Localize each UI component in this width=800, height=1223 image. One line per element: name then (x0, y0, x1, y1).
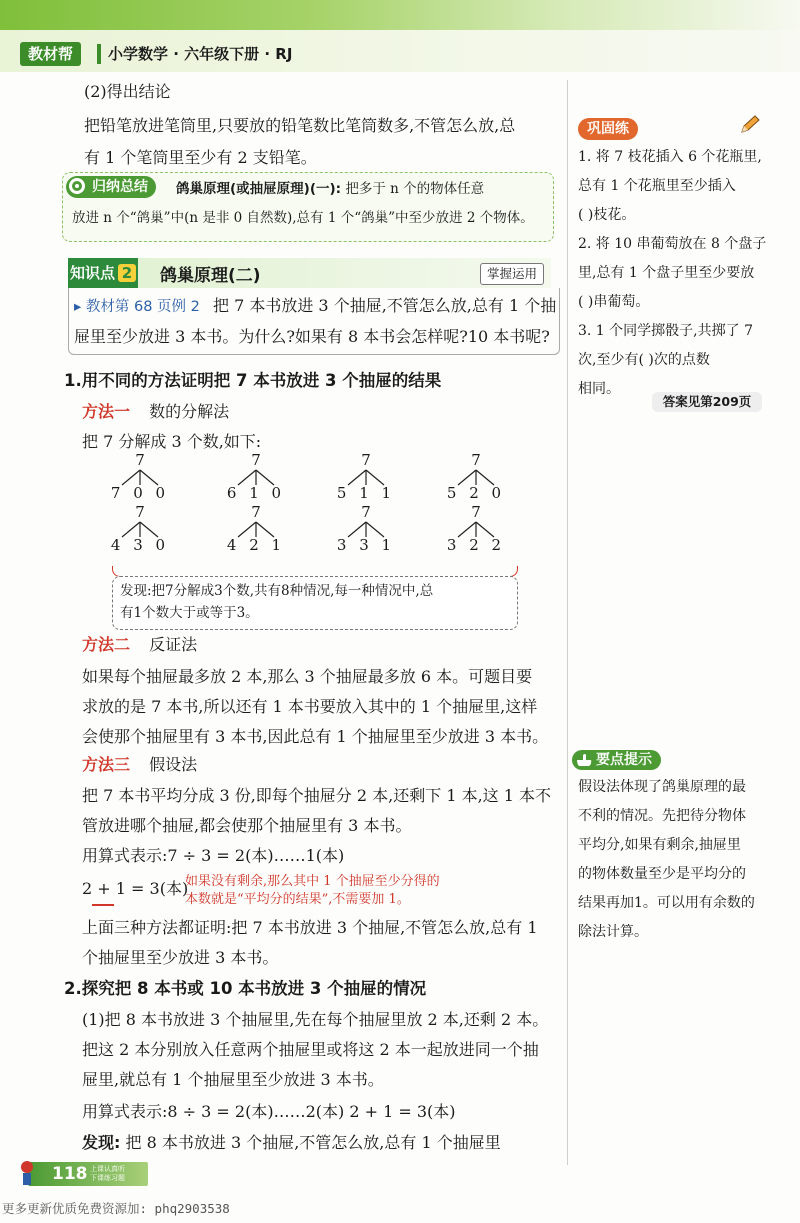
method3-calc2: 2 + 1 = 3(本) (82, 879, 189, 898)
page-number: 118 (52, 1164, 88, 1184)
tips-line: 的物体数量至少是平均分的 (578, 866, 746, 882)
method3-line2: 管放进哪个抽屉,都会使那个抽屉里有 3 本书。 (82, 816, 412, 835)
kp-title: 鸽巢原理(二) (160, 266, 261, 286)
conclusion-line1: 上面三种方法都证明:把 7 本书放进 3 个抽屉,不管怎么放,总有 1 (82, 918, 538, 937)
example-line2: 屉里至少放进 3 本书。为什么?如果有 8 本书会怎样呢?10 本书呢? (74, 327, 550, 346)
finding-line2: 有1个数大于或等于3。 (120, 605, 259, 621)
tree-root: 7 (251, 503, 261, 521)
handwritten-note-line2: 本数就是“平均分的结果”,不需要加 1。 (185, 892, 410, 907)
section2-calc: 用算式表示:8 ÷ 3 = 2(本)……2(本) 2 + 1 = 3(本) (82, 1102, 456, 1121)
tree-root: 7 (361, 451, 371, 469)
page-motto-line2: 下课练习题 (90, 1174, 125, 1182)
method2-line3: 会使那个抽屉里有 3 本书,因此总有 1 个抽屉里至少放进 3 本书。 (82, 727, 549, 746)
practice-line: 1. 将 7 枝花插入 6 个花瓶里, (578, 149, 762, 165)
method1-intro: 把 7 分解成 3 个数,如下: (82, 432, 262, 451)
page-number-badge (28, 1162, 148, 1186)
method1-name: 数的分解法 (149, 402, 230, 421)
kp-number: 2 (118, 264, 136, 282)
summary-text1: 把多于 n 个的物体任意 (345, 181, 485, 197)
tree-parts: 6 1 0 (226, 484, 286, 502)
tree-parts: 5 2 0 (446, 484, 506, 502)
section2-finding (82, 1126, 501, 1160)
red-underline (92, 904, 114, 906)
method2-name: 反证法 (149, 635, 198, 654)
tree-parts: 4 3 0 (110, 536, 170, 554)
p1-line2: 有 1 个笔筒里至少有 2 支铅笔。 (84, 148, 317, 167)
section2-line1: (1)把 8 本书放进 3 个抽屉里,先在每个抽屉里放 2 本,还剩 2 本。 (82, 1010, 549, 1029)
kp-label-text: 知识点 (69, 264, 115, 282)
method3-label: 方法三 (82, 755, 131, 774)
page-motto (90, 1165, 125, 1183)
summary-heading: 鸽巢原理(或抽屉原理)(一): (176, 181, 342, 197)
tips-line: 结果再加1。可以用有余数的 (578, 895, 755, 911)
section2-finding-text: 把 8 本书放进 3 个抽屉,不管怎么放,总有 1 个抽屉里 (125, 1133, 501, 1152)
method3-line1: 把 7 本书平均分成 3 份,即每个抽屉分 2 本,还剩下 1 本,这 1 本不 (82, 786, 552, 805)
source-watermark: 更多更新优质免费资源加: phq2903538 (2, 1201, 230, 1216)
practice-line: ( )枝花。 (578, 207, 636, 223)
method3-calc: 用算式表示:7 ÷ 3 = 2(本)……1(本) (82, 846, 345, 865)
tree-root: 7 (361, 503, 371, 521)
summary-tag-label: 归纳总结 (92, 179, 148, 195)
method1-line (82, 395, 229, 429)
tree-root: 7 (471, 451, 481, 469)
practice-line: ( )串葡萄。 (578, 294, 650, 310)
tips-line: 不利的情况。先把待分物体 (578, 808, 746, 824)
p1-line1: 把铅笔放进笔筒里,只要放的铅笔数比笔筒数多,不管怎么放,总 (84, 116, 516, 135)
knowledge-point-bar (68, 258, 551, 288)
tips-line: 平均分,如果有剩余,抽屉里 (578, 837, 741, 853)
tips-line: 除法计算。 (578, 924, 648, 940)
decomposition-tree (110, 503, 170, 567)
handwritten-note-line1: 如果没有剩余,那么其中 1 个抽屉至少分得的 (185, 874, 440, 889)
mastery-badge: 掌握运用 (480, 263, 544, 285)
method1-label: 方法一 (82, 402, 131, 421)
summary-line2: 放进 n 个“鸽巢”中(n 是非 0 自然数),总有 1 个“鸽巢”中至少放进 2 个物体。 (72, 210, 534, 226)
answer-reference: 答案见第209页 (652, 392, 762, 412)
tips-line: 假设法体现了鸽巢原理的最 (578, 779, 746, 795)
section1-title: 1.用不同的方法证明把 7 本书放进 3 个抽屉的结果 (64, 371, 442, 390)
tree-root: 7 (471, 503, 481, 521)
tree-parts: 3 3 1 (336, 536, 396, 554)
example-text1: 把 7 本书放进 3 个抽屉,不管怎么放,总有 1 个抽 (212, 296, 557, 315)
knowledge-point-label (68, 258, 138, 288)
target-icon (69, 178, 85, 194)
brand-badge: 教材帮 (20, 42, 81, 66)
p1-title: (2)得出结论 (84, 82, 171, 101)
decomposition-tree (446, 503, 506, 567)
tree-root: 7 (135, 451, 145, 469)
summary-line1 (176, 178, 484, 200)
tips-tag: 要点提示 (572, 750, 661, 770)
practice-line: 相同。 (578, 381, 620, 397)
header-grass-decoration (0, 0, 800, 30)
practice-line: 2. 将 10 串葡萄放在 8 个盘子 (578, 236, 767, 252)
method3-line (82, 748, 197, 782)
practice-line: 次,至少有( )次的点数 (578, 352, 710, 368)
finding-line1: 发现:把7分解成3个数,共有8种情况,每一种情况中,总 (120, 583, 434, 599)
method3-name: 假设法 (149, 755, 198, 774)
example-reference: ▸ 教材第 68 页例 2 (74, 299, 200, 315)
pencil-icon (738, 114, 762, 140)
column-divider (567, 80, 568, 1165)
tree-parts: 4 2 1 (226, 536, 286, 554)
method2-label: 方法二 (82, 635, 131, 654)
section2-finding-label: 发现: (82, 1133, 121, 1152)
decomposition-tree (226, 503, 286, 567)
tree-parts: 5 1 1 (336, 484, 396, 502)
method2-line (82, 628, 197, 662)
book-title: 小学数学 · 六年级下册 · RJ (108, 45, 293, 63)
mascot-icon (20, 1160, 34, 1186)
section2-line3: 屉里,就总有 1 个抽屉里至少放进 3 本书。 (82, 1070, 384, 1089)
method2-line1: 如果每个抽屉最多放 2 本,那么 3 个抽屉最多放 6 本。可题目要 (82, 667, 533, 686)
hand-pointer-icon (575, 752, 593, 772)
tree-root: 7 (135, 503, 145, 521)
page-motto-line1: 上课认真听 (90, 1165, 125, 1173)
tree-root: 7 (251, 451, 261, 469)
section2-title: 2.探究把 8 本书或 10 本书放进 3 个抽屉的情况 (64, 979, 427, 998)
decomposition-tree (336, 503, 396, 567)
practice-line: 总有 1 个花瓶里至少插入 (578, 178, 736, 194)
conclusion-line2: 个抽屉里至少放进 3 本书。 (82, 948, 279, 967)
brand-separator (97, 44, 101, 64)
practice-line: 3. 1 个同学掷骰子,共掷了 7 (578, 323, 753, 339)
practice-line: 里,总有 1 个盘子里至少要放 (578, 265, 755, 281)
section2-line2: 把这 2 本分别放入任意两个抽屉里或将这 2 本一起放进同一个抽 (82, 1040, 539, 1059)
practice-tag: 巩固练 (578, 118, 638, 140)
example-line1 (74, 289, 556, 324)
method2-line2: 求放的是 7 本书,所以还有 1 本书要放入其中的 1 个抽屉里,这样 (82, 697, 538, 716)
tree-parts: 3 2 2 (446, 536, 506, 554)
tree-parts: 7 0 0 (110, 484, 170, 502)
